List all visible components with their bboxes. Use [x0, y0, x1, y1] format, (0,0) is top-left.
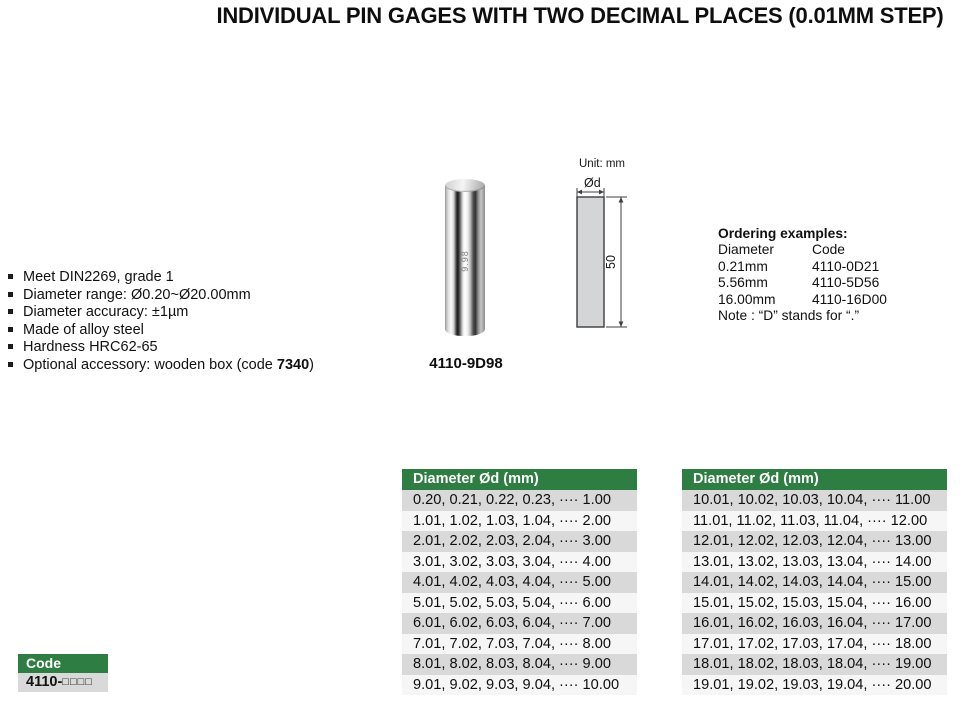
diameter-row: 7.01, 7.02, 7.03, 7.04, ···· 8.00 [402, 634, 637, 655]
ordering-code-cell: 4110-5D56 [812, 275, 880, 291]
diameter-row: 0.20, 0.21, 0.22, 0.23, ···· 1.00 [402, 490, 637, 511]
pin-body [445, 185, 485, 336]
diameter-row: 15.01, 15.02, 15.03, 15.04, ···· 16.00 [682, 593, 947, 614]
diameter-row: 13.01, 13.02, 13.03, 13.04, ···· 14.00 [682, 552, 947, 573]
ordering-examples [718, 226, 887, 324]
diameter-row: 10.01, 10.02, 10.03, 10.04, ···· 11.00 [682, 490, 947, 511]
diameter-row: 8.01, 8.02, 8.03, 8.04, ···· 9.00 [402, 654, 637, 675]
figure-code-label: 4110-9D98 [429, 355, 503, 372]
diameter-row: 12.01, 12.02, 12.03, 12.04, ···· 13.00 [682, 531, 947, 552]
diameter-row: 14.01, 14.02, 14.03, 14.04, ···· 15.00 [682, 572, 947, 593]
ordering-note: Note : “D” stands for “.” [718, 308, 860, 324]
square-bullet-icon [8, 292, 13, 297]
feature-item [8, 269, 314, 287]
diameter-row: 2.01, 2.02, 2.03, 2.04, ···· 3.00 [402, 531, 637, 552]
diameter-dim-arrow-left [577, 190, 582, 195]
code-prefix: 4110- [26, 674, 63, 690]
feature-text: Made of alloy steel [23, 321, 144, 338]
square-bullet-icon [8, 309, 13, 314]
diameter-table-right [682, 469, 947, 695]
length-dim-label: 50 [604, 255, 618, 269]
dimension-drawing [570, 155, 645, 337]
ordering-diameter-cell: 0.21mm [718, 258, 768, 274]
diameter-row: 9.01, 9.02, 9.03, 9.04, ···· 10.00 [402, 675, 637, 696]
diameter-table-header: Diameter Ød (mm) [402, 469, 637, 490]
diameter-row: 11.01, 11.02, 11.03, 11.04, ···· 12.00 [682, 511, 947, 532]
feature-item [8, 357, 314, 375]
diameter-dim-label: Ød [584, 176, 601, 190]
ordering-code-cell: 4110-0D21 [812, 258, 880, 274]
feature-text: Meet DIN2269, grade 1 [23, 269, 174, 285]
diameter-row: 18.01, 18.02, 18.03, 18.04, ···· 19.00 [682, 654, 947, 675]
pin-outline-rect [577, 197, 604, 327]
ordering-grid [718, 242, 887, 308]
feature-item [8, 304, 314, 322]
diameter-row: 17.01, 17.02, 17.03, 17.04, ···· 18.00 [682, 634, 947, 655]
diameter-row: 4.01, 4.02, 4.03, 4.04, ···· 5.00 [402, 572, 637, 593]
ordering-diameter-cell: 5.56mm [718, 275, 768, 291]
ordering-code-cell: 4110-16D00 [812, 291, 887, 307]
square-bullet-icon [8, 344, 13, 349]
pin-gage-photo [445, 179, 485, 336]
diameter-table-header: Diameter Ød (mm) [682, 469, 947, 490]
code-placeholder-boxes: □□□□ [62, 676, 93, 688]
feature-list [8, 269, 314, 375]
feature-text: Diameter accuracy: ±1µm [23, 304, 189, 321]
unit-label: Unit: mm [579, 158, 625, 170]
square-bullet-icon [8, 362, 13, 367]
ordering-title: Ordering examples: [718, 226, 848, 241]
ordering-col-diameter: Diameter [718, 242, 774, 258]
diameter-row: 1.01, 1.02, 1.03, 1.04, ···· 2.00 [402, 511, 637, 532]
code-table [18, 654, 108, 692]
diameter-row: 16.01, 16.02, 16.03, 16.04, ···· 17.00 [682, 613, 947, 634]
ordering-diameter-cell: 16.00mm [718, 291, 776, 307]
diameter-dim-arrow-right [599, 190, 604, 195]
ordering-col-code: Code [812, 242, 845, 258]
feature-item [8, 322, 314, 340]
square-bullet-icon [8, 274, 13, 279]
pin-marking-label: 9.98 [460, 249, 470, 272]
feature-text: Hardness HRC62-65 [23, 339, 158, 356]
diameter-row: 5.01, 5.02, 5.03, 5.04, ···· 6.00 [402, 593, 637, 614]
length-dim-arrow-bottom [619, 322, 624, 328]
feature-item [8, 287, 314, 305]
diameter-row: 6.01, 6.02, 6.03, 6.04, ···· 7.00 [402, 613, 637, 634]
code-table-header: Code [18, 654, 108, 673]
feature-text: Diameter range: Ø0.20~Ø20.00mm [23, 286, 251, 303]
code-value [18, 673, 108, 692]
square-bullet-icon [8, 327, 13, 332]
diameter-row: 19.01, 19.02, 19.03, 19.04, ···· 20.00 [682, 675, 947, 696]
feature-item [8, 339, 314, 357]
length-dim-arrow-top [619, 197, 624, 203]
feature-text: Optional accessory: wooden box (code 7340) [23, 356, 315, 373]
diameter-table-left [402, 469, 637, 695]
diameter-row: 3.01, 3.02, 3.03, 3.04, ···· 4.00 [402, 552, 637, 573]
pin-top-face [445, 179, 485, 192]
page-title: INDIVIDUAL PIN GAGES WITH TWO DECIMAL PLACES (0.01MM STEP) [216, 3, 944, 28]
